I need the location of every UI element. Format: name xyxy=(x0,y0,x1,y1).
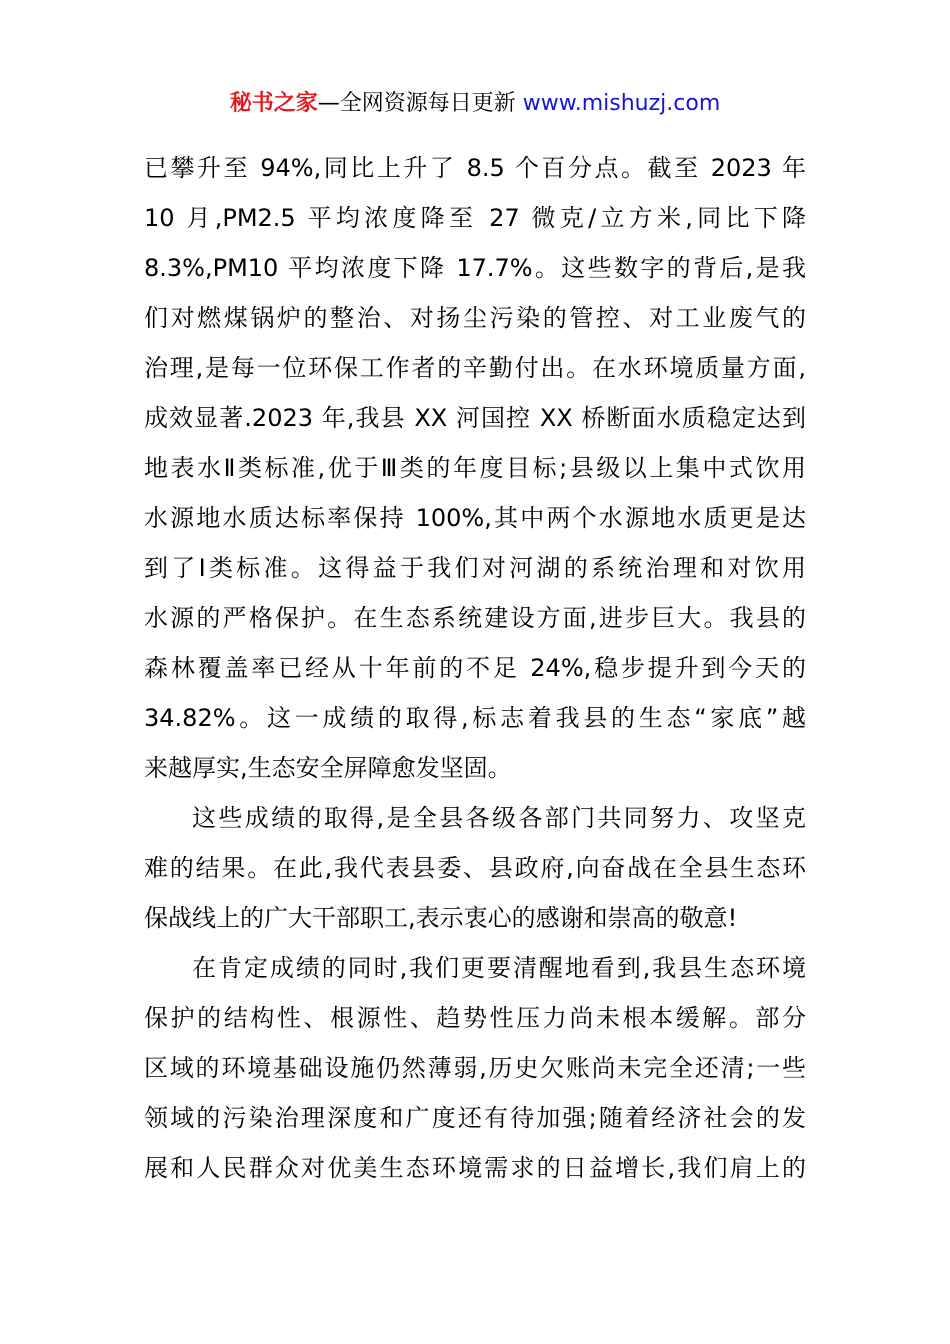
text-line: 34.82%。这一成绩的取得,标志着我县的生态“家底”越 xyxy=(144,704,806,732)
text-line: 8.3%,PM10 平均浓度下降 17.7%。这些数字的背后,是我 xyxy=(144,254,806,282)
text-line: 区域的环境基础设施仍然薄弱,历史欠账尚未完全还清;一些 xyxy=(144,1054,806,1082)
text-line: 来越厚实,生态安全屏障愈发坚固。 xyxy=(144,754,512,782)
text-line: 治理,是每一位环保工作者的辛勤付出。在水环境质量方面, xyxy=(144,354,806,382)
text-line: 保战线上的广大干部职工,表示衷心的感谢和崇高的敬意! xyxy=(144,904,738,932)
text-line: 地表水Ⅱ类标准,优于Ⅲ类的年度目标;县级以上集中式饮用 xyxy=(144,454,806,482)
text-line: 水源的严格保护。在生态系统建设方面,进步巨大。我县的 xyxy=(144,604,806,632)
text-line: 到了Ⅰ类标准。这得益于我们对河湖的系统治理和对饮用 xyxy=(144,554,806,582)
header-tagline: —全网资源每日更新 xyxy=(317,91,516,116)
text-line: 领域的污染治理深度和广度还有待加强;随着经济社会的发 xyxy=(144,1104,806,1132)
text-line: 森林覆盖率已经从十年前的不足 24%,稳步提升到今天的 xyxy=(144,654,806,682)
brand-name: 秘书之家 xyxy=(229,91,318,116)
site-header xyxy=(0,86,950,122)
text-line: 难的结果。在此,我代表县委、县政府,向奋战在全县生态环 xyxy=(144,854,806,882)
text-line: 展和人民群众对优美生态环境需求的日益增长,我们肩上的 xyxy=(144,1154,806,1182)
site-url-link[interactable]: www.mishuzj.com xyxy=(522,91,721,116)
paragraph-first-line: 这些成绩的取得,是全县各级各部门共同努力、攻坚克 xyxy=(192,804,806,832)
document-body xyxy=(144,143,806,1193)
text-line: 已攀升至 94%,同比上升了 8.5 个百分点。截至 2023 年 xyxy=(144,154,806,182)
text-line: 成效显著.2023 年,我县 XX 河国控 XX 桥断面水质稳定达到 xyxy=(144,404,806,432)
text-line: 水源地水质达标率保持 100%,其中两个水源地水质更是达 xyxy=(144,504,806,532)
text-line: 们对燃煤锅炉的整治、对扬尘污染的管控、对工业废气的 xyxy=(144,304,806,332)
text-line: 10 月,PM2.5 平均浓度降至 27 微克/立方米,同比下降 xyxy=(144,204,806,232)
paragraph-first-line: 在肯定成绩的同时,我们更要清醒地看到,我县生态环境 xyxy=(192,954,806,982)
text-line: 保护的结构性、根源性、趋势性压力尚未根本缓解。部分 xyxy=(144,1004,806,1032)
